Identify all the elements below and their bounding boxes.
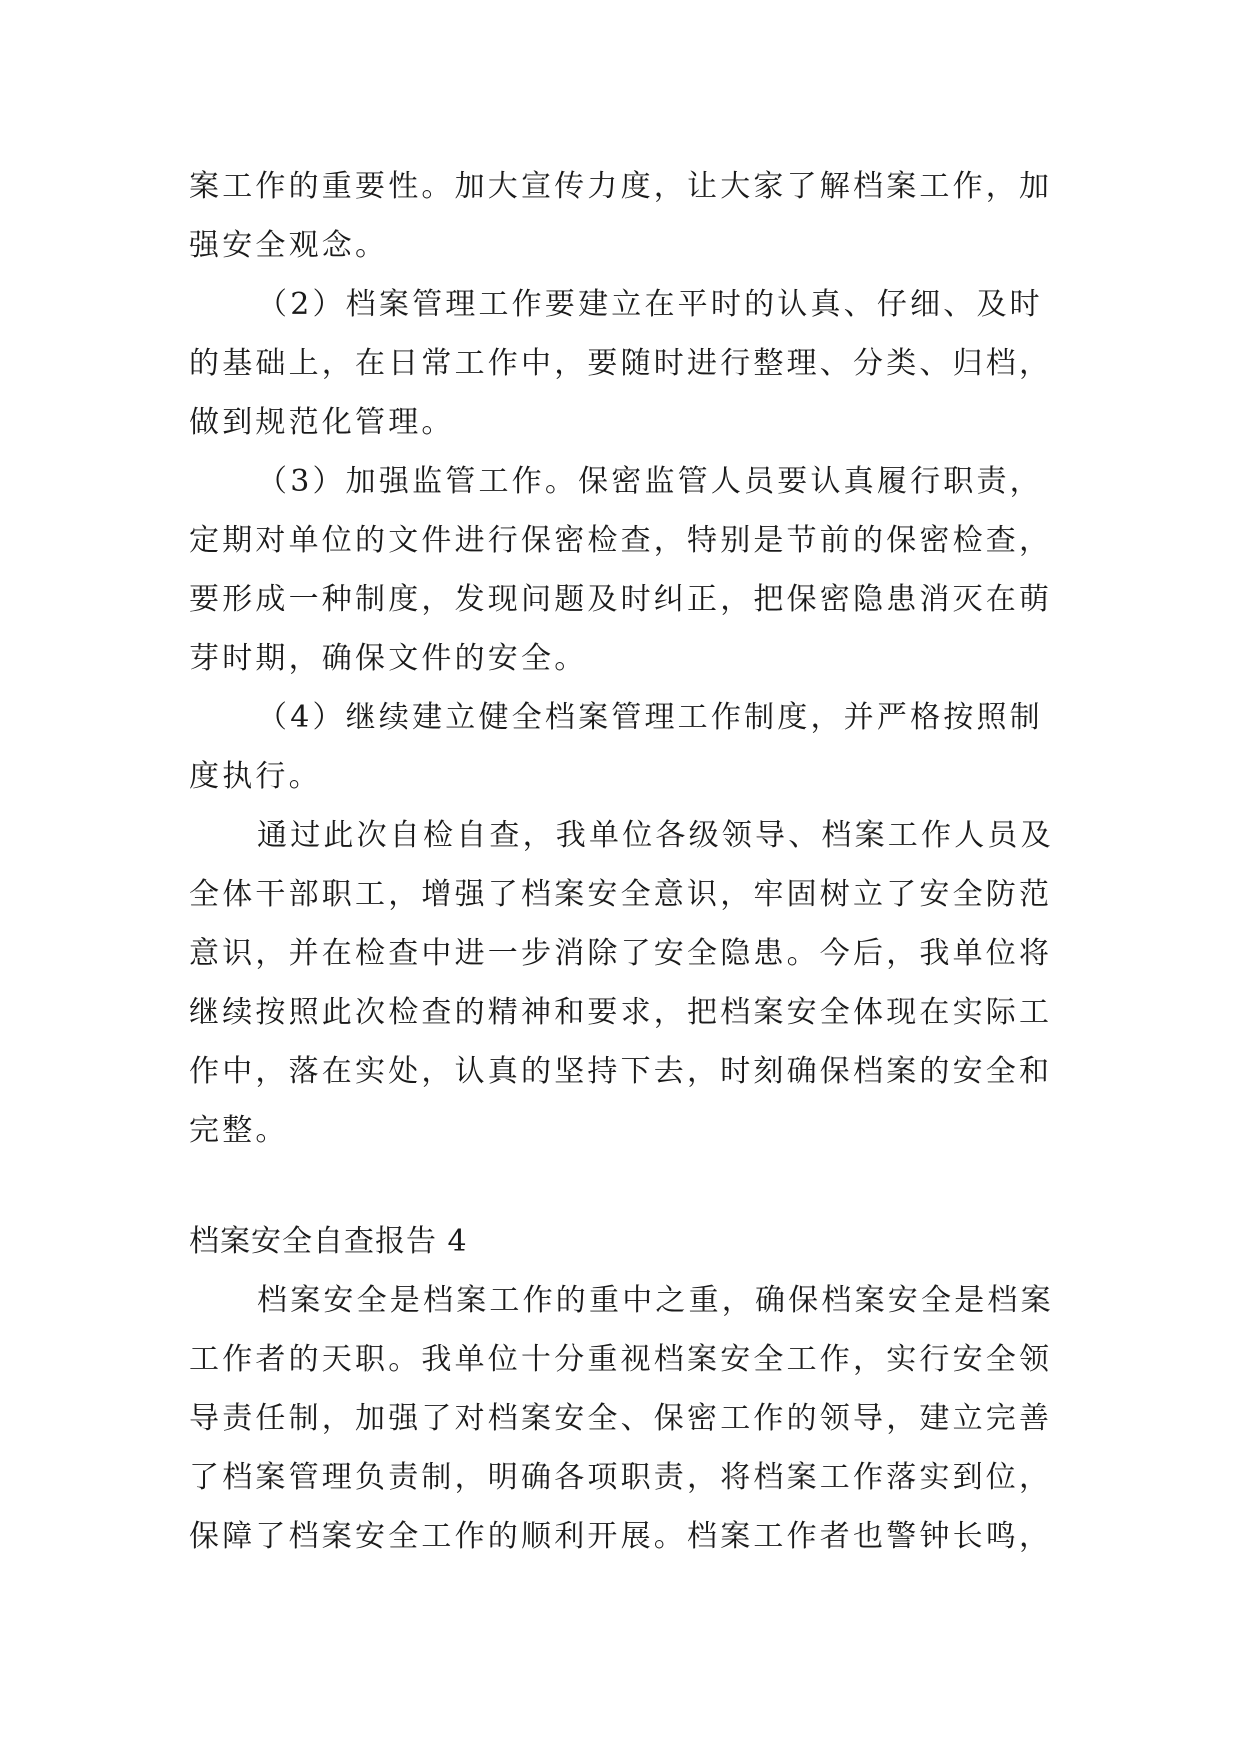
text-line: 度执行。: [189, 759, 322, 794]
text-line: （2）档案管理工作要建立在平时的认真、仔细、及时: [257, 287, 1043, 322]
section-heading: 档案安全自查报告 4: [189, 1224, 468, 1259]
text-line: 定期对单位的文件进行保密检查，特别是节前的保密检查，: [189, 523, 1053, 558]
text-line: 通过此次自检自查，我单位各级领导、档案工作人员及: [257, 818, 1054, 853]
text-line: 全体干部职工，增强了档案安全意识，牢固树立了安全防范: [189, 877, 1053, 912]
text-line: 保障了档案安全工作的顺利开展。档案工作者也警钟长鸣，: [189, 1519, 1053, 1554]
body-text-top: [189, 157, 1059, 1160]
text-line: 要形成一种制度，发现问题及时纠正，把保密隐患消灭在萌: [189, 582, 1053, 617]
text-line: 继续按照此次检查的精神和要求，把档案安全体现在实际工: [189, 995, 1053, 1030]
text-line: （4）继续建立健全档案管理工作制度，并严格按照制: [257, 700, 1043, 735]
text-line: 导责任制，加强了对档案安全、保密工作的领导，建立完善: [189, 1401, 1053, 1436]
text-line: 完整。: [189, 1113, 289, 1148]
text-line: 意识，并在检查中进一步消除了安全隐患。今后，我单位将: [189, 936, 1053, 971]
text-line: 案工作的重要性。加大宣传力度，让大家了解档案工作，加: [189, 169, 1053, 204]
text-line: （3）加强监管工作。保密监管人员要认真履行职责，: [257, 464, 1043, 499]
text-line: 工作者的天职。我单位十分重视档案安全工作，实行安全领: [189, 1342, 1053, 1377]
text-line: 的基础上，在日常工作中，要随时进行整理、分类、归档，: [189, 346, 1053, 381]
text-line: 档案安全是档案工作的重中之重，确保档案安全是档案: [257, 1283, 1054, 1318]
text-line: 芽时期，确保文件的安全。: [189, 641, 588, 676]
text-line: 了档案管理负责制，明确各项职责，将档案工作落实到位，: [189, 1460, 1053, 1495]
text-line: 强安全观念。: [189, 228, 389, 263]
body-text-bottom: [189, 1271, 1059, 1566]
text-line: 作中，落在实处，认真的坚持下去，时刻确保档案的安全和: [189, 1054, 1053, 1089]
text-line: 做到规范化管理。: [189, 405, 455, 440]
